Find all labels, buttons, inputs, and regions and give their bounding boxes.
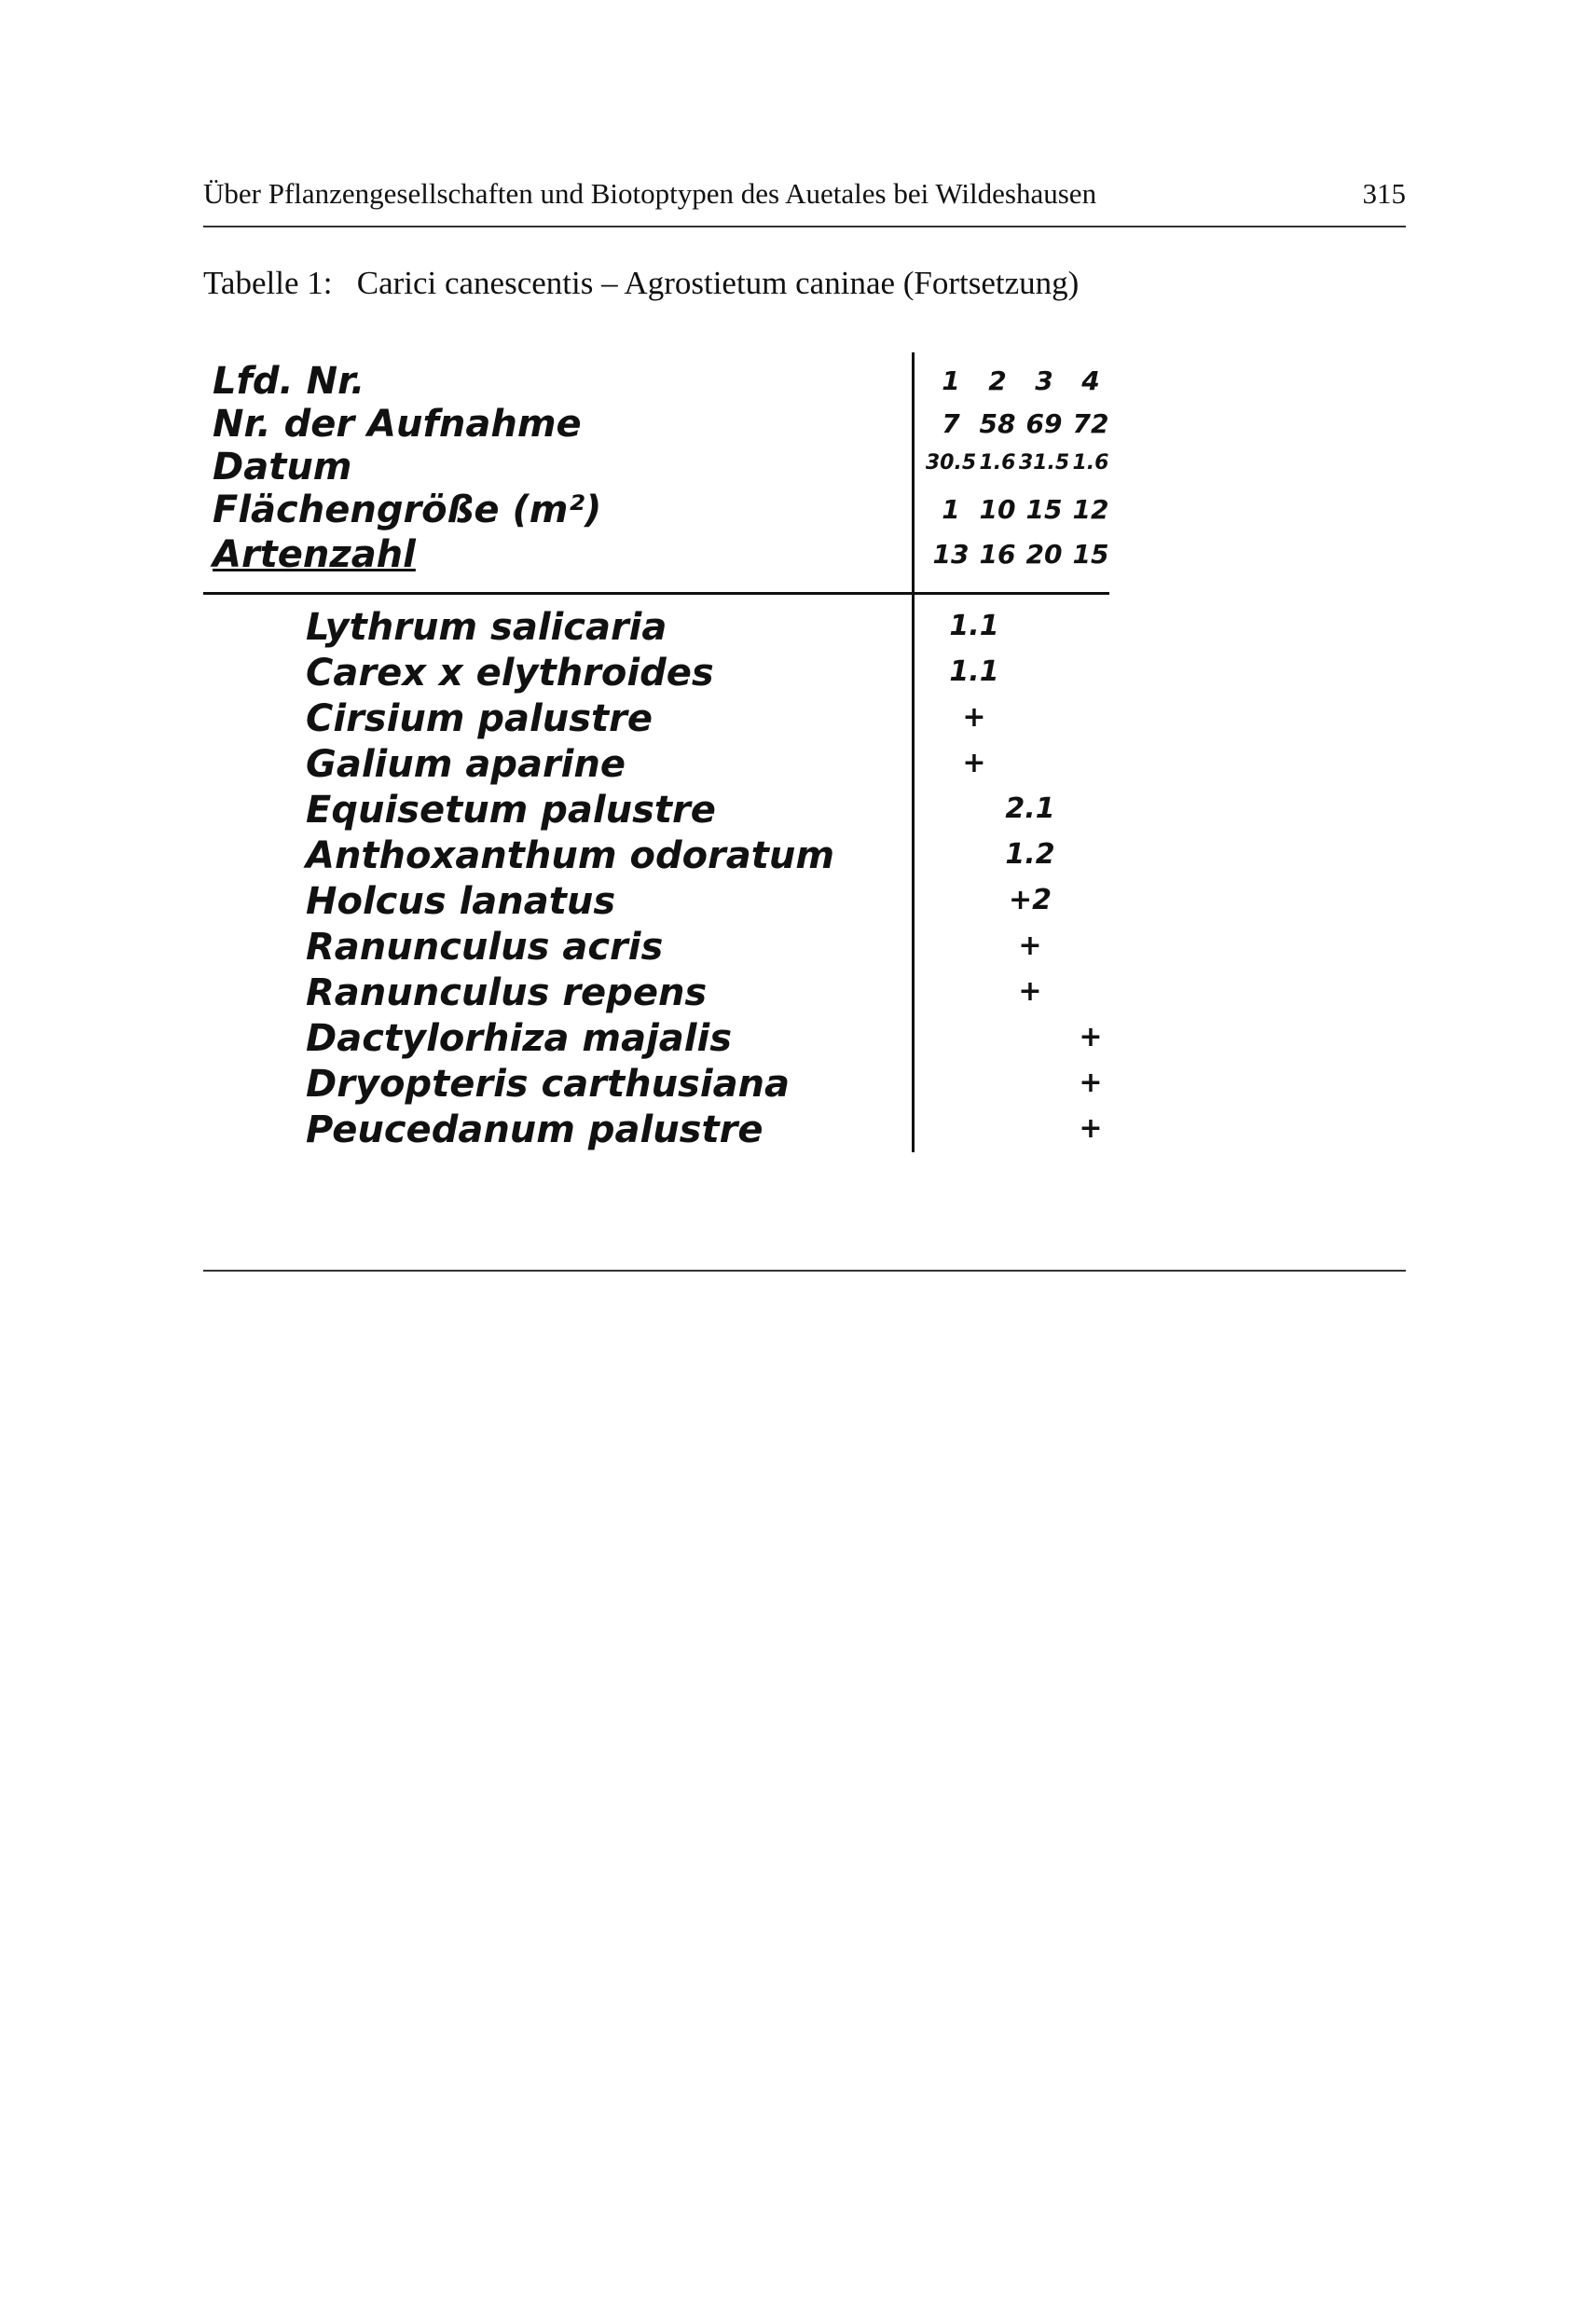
caption-label: Tabelle 1: (203, 265, 333, 301)
header-value-artenzahl-col2: 16 (979, 539, 1016, 570)
table-header-rule (203, 592, 1109, 595)
species-name: Galium aparine (306, 743, 626, 786)
header-value-aufnahme-nr-col1: 7 (942, 408, 960, 439)
species-name: Carex x elythroides (306, 652, 714, 695)
table-vertical-rule (912, 352, 915, 1152)
species-name: Dryopteris carthusiana (306, 1063, 791, 1106)
header-value-lfd-nr-col2: 2 (988, 365, 1007, 396)
header-value-artenzahl-col4: 15 (1072, 539, 1109, 570)
running-head-title: Über Pflanzengesellschaften und Biotoptypen des Auetales bei Wildeshausen (203, 177, 1097, 210)
header-value-datum-col1: 30.5 (925, 451, 977, 475)
species-name: Lythrum salicaria (306, 606, 667, 649)
species-cover-value-col1: 1.1 (949, 655, 999, 688)
species-name: Ranunculus repens (306, 971, 708, 1014)
species-name: Peucedanum palustre (306, 1108, 764, 1151)
species-cover-value-col2: 2.1 (1005, 792, 1055, 825)
header-value-flaechengroesse-col1: 1 (942, 494, 960, 525)
species-cover-value-col2: + (1018, 975, 1042, 1008)
species-cover-value-col4: + (1079, 1021, 1103, 1053)
page-number: 315 (1362, 177, 1406, 210)
header-value-flaechengroesse-col2: 10 (979, 494, 1016, 525)
species-cover-value-col4: + (1079, 1112, 1103, 1145)
header-label-aufnahme-nr: Nr. der Aufnahme (213, 403, 582, 446)
header-label-lfd-nr: Lfd. Nr. (213, 360, 365, 403)
header-value-aufnahme-nr-col4: 72 (1072, 408, 1109, 439)
species-name: Cirsium palustre (306, 697, 653, 740)
header-value-flaechengroesse-col4: 12 (1072, 494, 1109, 525)
species-cover-value-col4: + (1079, 1067, 1103, 1099)
header-value-lfd-nr-col4: 4 (1081, 365, 1100, 396)
header-value-lfd-nr-col3: 3 (1035, 365, 1053, 396)
header-value-artenzahl-col1: 13 (932, 539, 970, 570)
species-name: Dactylorhiza majalis (306, 1017, 733, 1060)
footer-rule (203, 1270, 1406, 1272)
header-value-flaechengroesse-col3: 15 (1025, 494, 1063, 525)
header-label-datum: Datum (213, 446, 352, 489)
species-cover-value-col1: 1.1 (949, 610, 999, 642)
species-name: Anthoxanthum odoratum (306, 834, 835, 877)
species-cover-value-col2: + (1018, 929, 1042, 962)
species-name: Holcus lanatus (306, 880, 616, 923)
header-label-flaechengroesse: Flächengröße (m²) (213, 489, 602, 531)
header-value-aufnahme-nr-col3: 69 (1025, 408, 1063, 439)
header-value-artenzahl-col3: 20 (1025, 539, 1063, 570)
species-cover-value-col2: +2 (1008, 884, 1052, 916)
species-name: Equisetum palustre (306, 789, 716, 832)
header-label-artenzahl: Artenzahl (213, 533, 416, 576)
header-value-datum-col2: 1.6 (979, 451, 1016, 475)
species-name: Ranunculus acris (306, 926, 664, 969)
header-value-datum-col3: 31.5 (1018, 451, 1070, 475)
species-cover-value-col1: + (962, 701, 986, 734)
header-value-aufnahme-nr-col2: 58 (979, 408, 1016, 439)
caption-text: Carici canescentis – Agrostietum caninae (Fortsetzung) (356, 265, 1080, 301)
header-value-datum-col4: 1.6 (1072, 451, 1109, 475)
header-value-lfd-nr-col1: 1 (942, 365, 960, 396)
species-cover-value-col2: 1.2 (1005, 838, 1055, 871)
species-cover-value-col1: + (962, 747, 986, 779)
